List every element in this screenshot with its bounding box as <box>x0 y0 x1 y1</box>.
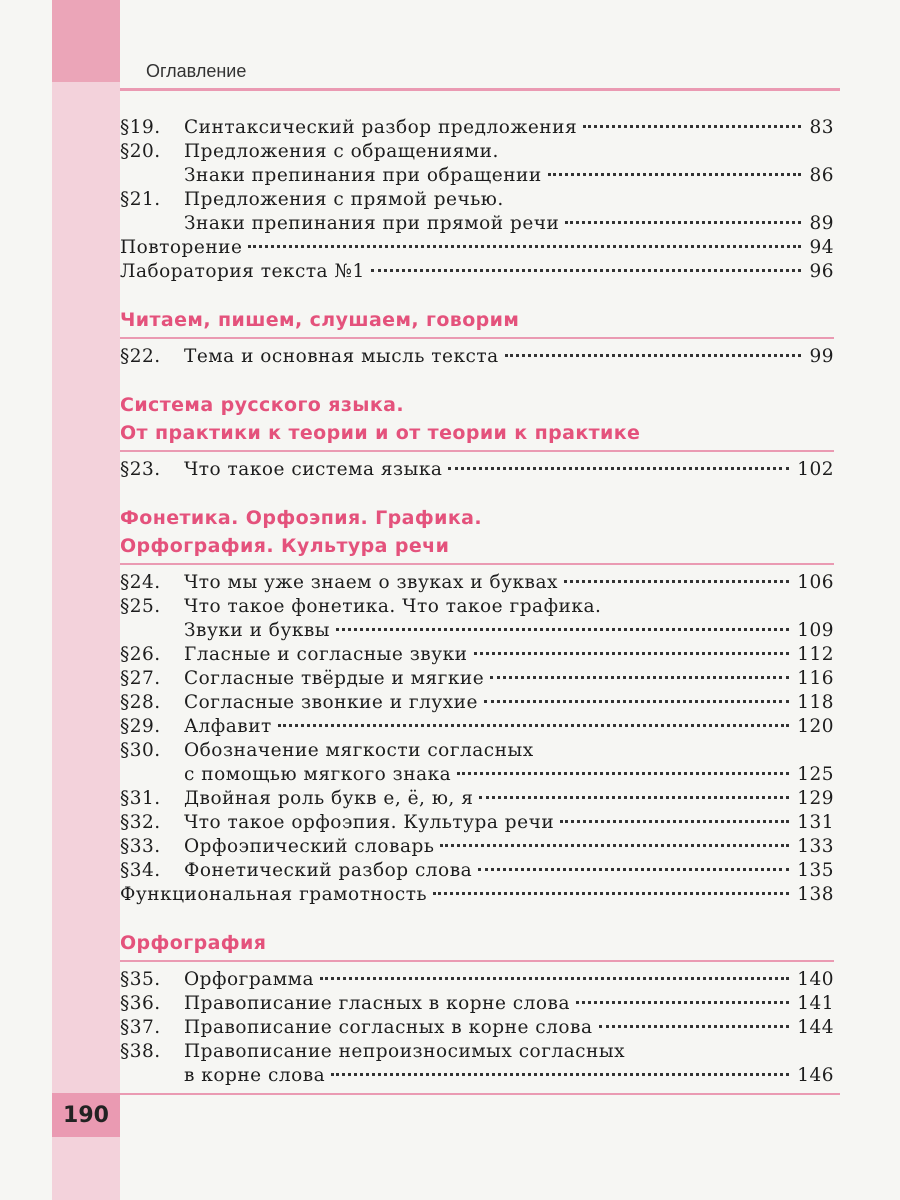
section-number: §36. <box>120 993 161 1014</box>
dot-leader <box>474 652 790 655</box>
section-divider <box>120 960 834 962</box>
toc-page-number: 118 <box>797 692 834 713</box>
toc-page-number: 86 <box>809 165 834 186</box>
section-number: §23. <box>120 459 161 480</box>
toc-entry-title: Правописание непроизносимых согласных <box>184 1041 626 1062</box>
toc-entry-text <box>184 739 834 763</box>
toc-page-number: 102 <box>797 459 834 480</box>
toc-entry-title: Знаки препинания при прямой речи <box>184 213 560 234</box>
section-heading: Орфография <box>120 932 267 954</box>
toc-entry-text <box>184 164 834 188</box>
section-number: §34. <box>120 860 161 881</box>
section-heading: От практики к теории и от теории к практике <box>120 422 641 444</box>
toc-entry-title: Знаки препинания при обращении <box>184 165 542 186</box>
dot-leader <box>457 772 789 775</box>
section-heading: Читаем, пишем, слушаем, говорим <box>120 309 520 331</box>
toc-entry-title: Лаборатория текста №1 <box>120 261 365 282</box>
page-header-title: Оглавление <box>146 61 247 81</box>
toc-page-number: 99 <box>809 346 834 367</box>
toc-entry-title: Правописание согласных в корне слова <box>184 1017 593 1038</box>
toc-entry-row[interactable] <box>120 835 834 859</box>
toc-entry-title: Алфавит <box>184 716 272 737</box>
section-number: §24. <box>120 572 161 593</box>
dot-leader <box>564 580 789 583</box>
section-number: §20. <box>120 141 161 162</box>
table-of-contents <box>120 116 834 1088</box>
toc-entry-row[interactable] <box>120 811 834 835</box>
dot-leader <box>278 724 789 727</box>
toc-entry-row[interactable] <box>120 763 834 787</box>
toc-page-number: 133 <box>797 836 834 857</box>
toc-entry-text <box>184 188 834 212</box>
pink-side-band <box>52 0 120 1200</box>
toc-entry-text <box>184 787 834 811</box>
section-number: §25. <box>120 596 161 617</box>
toc-entry-title: Что мы уже знаем о звуках и буквах <box>184 572 558 593</box>
toc-entry-row[interactable] <box>120 992 834 1016</box>
toc-entry-title: Тема и основная мысль текста <box>184 346 499 367</box>
section-number: §33. <box>120 836 161 857</box>
section-number: §32. <box>120 812 161 833</box>
toc-entry-title: Согласные твёрдые и мягкие <box>184 668 485 689</box>
section-heading: Орфография. Культура речи <box>120 535 450 557</box>
toc-entry-text <box>184 619 834 643</box>
section-heading: Фонетика. Орфоэпия. Графика. <box>120 507 483 529</box>
toc-entry-text <box>184 811 834 835</box>
dot-leader <box>371 269 802 272</box>
toc-page-number: 138 <box>797 884 834 905</box>
toc-entry-row[interactable] <box>120 212 834 236</box>
toc-entry-row[interactable] <box>120 571 834 595</box>
dot-leader <box>583 125 801 128</box>
section-number: §38. <box>120 1041 161 1062</box>
toc-entry-text <box>184 595 834 619</box>
dot-leader <box>484 700 789 703</box>
page-number-badge: 190 <box>52 1093 120 1137</box>
toc-entry-text <box>184 212 834 236</box>
toc-entry-title: Повторение <box>120 237 243 258</box>
pink-top-band <box>52 0 120 82</box>
dot-leader <box>479 796 789 799</box>
toc-entry-row[interactable] <box>120 883 834 907</box>
section-heading: Система русского языка. <box>120 394 404 416</box>
section-number: §22. <box>120 346 161 367</box>
toc-entry-text <box>184 458 834 482</box>
section-divider <box>120 450 834 452</box>
toc-entry-row[interactable] <box>120 667 834 691</box>
toc-entry-title: Орфограмма <box>184 969 315 990</box>
toc-entry-title: Предложения с обращениями. <box>184 141 499 162</box>
toc-entry-row[interactable] <box>120 345 834 369</box>
section-number: §27. <box>120 668 161 689</box>
toc-entry-row[interactable] <box>120 236 834 260</box>
toc-page-number: 146 <box>797 1065 834 1086</box>
toc-entry-title: Предложения с прямой речью. <box>184 189 504 210</box>
toc-entry-title: Двойная роль букв е, ё, ю, я <box>184 788 474 809</box>
toc-page-number: 125 <box>797 764 834 785</box>
toc-entry-text <box>184 116 834 140</box>
toc-entry-title: Синтаксический разбор предложения <box>184 117 578 138</box>
toc-entry-row[interactable] <box>120 968 834 992</box>
dot-leader <box>505 354 802 357</box>
toc-entry-row[interactable] <box>120 859 834 883</box>
toc-page-number: 144 <box>797 1017 834 1038</box>
section-number: §29. <box>120 716 161 737</box>
toc-page-number: 140 <box>797 969 834 990</box>
toc-entry-title: Обозначение мягкости согласных <box>184 740 534 761</box>
dot-leader <box>331 1073 789 1076</box>
toc-entry-text <box>184 859 834 883</box>
section-number: §19. <box>120 117 161 138</box>
toc-entry-text <box>184 140 834 164</box>
toc-entry-title: Орфоэпический словарь <box>184 836 435 857</box>
section-divider <box>120 563 834 565</box>
toc-entry-row[interactable] <box>120 1064 834 1088</box>
toc-entry-text <box>184 571 834 595</box>
section-number: §31. <box>120 788 161 809</box>
section-number: §28. <box>120 692 161 713</box>
toc-page-number: 120 <box>797 716 834 737</box>
toc-entry-row[interactable] <box>120 619 834 643</box>
toc-page-number: 83 <box>809 117 834 138</box>
section-divider <box>120 337 834 339</box>
toc-entry-row[interactable] <box>120 260 834 284</box>
toc-entry-text <box>184 715 834 739</box>
toc-entry-title: Что такое фонетика. Что такое графика. <box>184 596 602 617</box>
dot-leader <box>565 221 801 224</box>
toc-page-number: 106 <box>797 572 834 593</box>
dot-leader <box>336 628 789 631</box>
dot-leader <box>433 892 789 895</box>
toc-entry-text <box>184 968 834 992</box>
toc-entry-text <box>184 1040 834 1064</box>
section-number: §21. <box>120 189 161 210</box>
toc-entry-row[interactable] <box>120 739 834 763</box>
toc-entry-title: Функциональная грамотность <box>120 884 428 905</box>
toc-page-number: 129 <box>797 788 834 809</box>
toc-entry-text <box>184 992 834 1016</box>
toc-entry-row[interactable] <box>120 164 834 188</box>
toc-entry-title: в корне слова <box>184 1065 326 1086</box>
dot-leader <box>548 173 802 176</box>
section-number: §30. <box>120 740 161 761</box>
toc-entry-row[interactable] <box>120 1040 834 1064</box>
dot-leader <box>560 820 789 823</box>
toc-entry-text <box>120 260 834 284</box>
toc-entry-row[interactable] <box>120 787 834 811</box>
toc-page-number: 94 <box>809 237 834 258</box>
dot-leader <box>490 676 789 679</box>
toc-entry-title: Согласные звонкие и глухие <box>184 692 478 713</box>
toc-entry-text <box>120 883 834 907</box>
section-number: §26. <box>120 644 161 665</box>
footer-divider <box>120 1093 840 1095</box>
toc-entry-text <box>184 1016 834 1040</box>
toc-entry-row[interactable] <box>120 691 834 715</box>
section-number: §37. <box>120 1017 161 1038</box>
dot-leader <box>448 467 789 470</box>
toc-entry-row[interactable] <box>120 140 834 164</box>
toc-entry-row[interactable] <box>120 1016 834 1040</box>
toc-entry-title: Звуки и буквы <box>184 620 331 641</box>
toc-entry-row[interactable] <box>120 715 834 739</box>
toc-entry-text <box>184 763 834 787</box>
toc-entry-title: Правописание гласных в корне слова <box>184 993 570 1014</box>
toc-entry-title: с помощью мягкого знака <box>184 764 452 785</box>
toc-entry-title: Фонетический разбор слова <box>184 860 473 881</box>
toc-page-number: 141 <box>797 993 834 1014</box>
dot-leader <box>248 245 801 248</box>
toc-page-number: 116 <box>797 668 834 689</box>
toc-page-number: 109 <box>797 620 834 641</box>
toc-entry-text <box>184 667 834 691</box>
toc-entry-row[interactable] <box>120 643 834 667</box>
dot-leader <box>599 1025 790 1028</box>
toc-entry-text <box>120 236 834 260</box>
toc-entry-row[interactable] <box>120 188 834 212</box>
toc-entry-title: Что такое система языка <box>184 459 443 480</box>
toc-entry-text <box>184 835 834 859</box>
section-number: §35. <box>120 969 161 990</box>
dot-leader <box>576 1001 789 1004</box>
header-divider <box>120 88 840 91</box>
dot-leader <box>320 977 789 980</box>
dot-leader <box>440 844 789 847</box>
toc-page-number: 131 <box>797 812 834 833</box>
toc-page-number: 112 <box>797 644 834 665</box>
toc-entry-title: Гласные и согласные звуки <box>184 644 468 665</box>
toc-entry-text <box>184 691 834 715</box>
toc-entry-row[interactable] <box>120 595 834 619</box>
toc-entry-text <box>184 345 834 369</box>
toc-page-number: 89 <box>809 213 834 234</box>
dot-leader <box>478 868 789 871</box>
toc-entry-title: Что такое орфоэпия. Культура речи <box>184 812 555 833</box>
toc-page-number: 96 <box>809 261 834 282</box>
toc-entry-text <box>184 643 834 667</box>
toc-page-number: 135 <box>797 860 834 881</box>
toc-entry-row[interactable] <box>120 458 834 482</box>
toc-entry-row[interactable] <box>120 116 834 140</box>
toc-entry-text <box>184 1064 834 1088</box>
